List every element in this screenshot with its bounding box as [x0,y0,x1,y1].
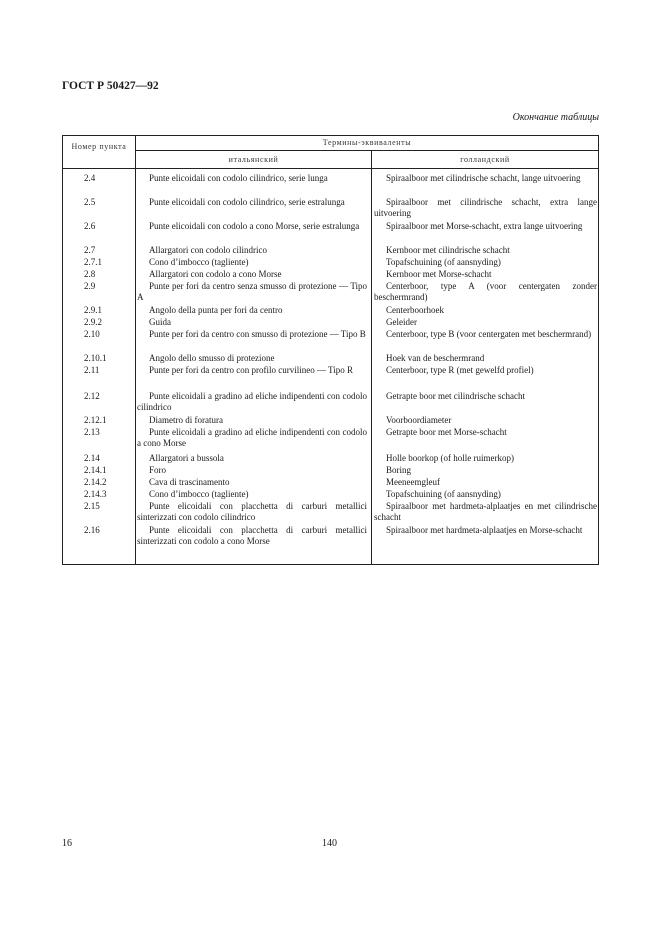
term-italian: Angolo della punta per fori da centro [149,305,283,315]
row-number: 2.16 [84,525,100,535]
term-italian: Guida [149,317,171,327]
table-right-border [598,135,599,565]
term-dutch: Geleider [386,317,417,327]
term-italian: Punte per fori da centro senza smusso di protezione — Tipo A [137,281,367,303]
term-italian: Allargatori con codolo cilindrico [149,245,268,255]
term-dutch: Centerboor, type B (voor centergaten met beschermrand) [386,329,592,339]
row-number: 2.9 [84,281,96,291]
row-number: 2.11 [84,365,100,375]
table-continuation-label: Окончание таблицы [512,112,599,123]
table-left-border [62,135,63,565]
term-dutch: Topafschuining (of aansnyding) [386,257,501,267]
term-dutch: Voorboordiameter [386,415,452,425]
header-equivalents: Термины-эквиваленты [322,138,412,147]
term-dutch: Centerboorhoek [386,305,444,315]
term-italian: Allargatori con codolo a cono Morse [149,269,282,279]
row-number: 2.12.1 [84,415,107,425]
row-number: 2.10.1 [84,353,107,363]
row-number: 2.6 [84,221,96,231]
row-number: 2.7 [84,245,96,255]
row-number: 2.12 [84,391,100,401]
row-number: 2.5 [84,197,96,207]
term-dutch: Spiraalboor met hardmeta-alplaatjes en Morse-schacht [386,525,583,535]
term-italian: Cava di trascinamento [149,477,230,487]
terms-table [62,135,599,565]
term-dutch: Boring [386,465,412,475]
page-number-left: 16 [62,838,72,849]
term-italian: Punte elicoidali con placchetta di carburi metallici sinterizzati con codolo a cono Morse [137,525,367,547]
term-dutch: Centerboor, type A (voor centergaten zonder beschermrand) [374,281,597,303]
table-top-border [62,135,599,136]
table-col-divider-language [371,150,372,565]
row-number: 2.4 [84,173,96,183]
term-italian: Punte elicoidali con placchetta di carburi metallici sinterizzati con codolo cilindrico [137,501,367,523]
term-dutch: Getrapte boor met cilindrische schacht [386,391,525,401]
term-dutch: Getrapte boor met Morse-schacht [386,427,507,437]
term-dutch: Holle boorkop (of holle ruimerkop) [386,453,514,463]
term-dutch: Centerboor, type R (met gewelfd profiel) [386,365,534,375]
term-italian: Allargatori a bussola [149,453,224,463]
term-dutch: Kernboor met Morse-schacht [386,269,492,279]
term-dutch: Spiraalboor met Morse-schacht, extra lange uitvoering [386,221,583,231]
term-italian: Punte elicoidali con codolo cilindrico, serie estralunga [149,197,345,207]
row-number: 2.14.2 [84,477,107,487]
term-dutch: Spiraalboor met cilindrische schacht, lange uitvoering [386,173,581,183]
row-number: 2.9.1 [84,305,102,315]
term-italian: Punte elicoidali con codolo a cono Morse, serie estralunga [149,221,360,231]
page-number-center: 140 [322,838,337,849]
document-header-standard: ГОСТ Р 50427—92 [62,80,159,92]
term-italian: Punte elicoidali a gradino ad eliche indipendenti con codolo cilindrico [137,391,367,413]
term-dutch: Hoek van de beschermrand [386,353,485,363]
row-number: 2.7.1 [84,257,102,267]
table-bottom-border [62,564,599,565]
table-subheader-border [135,150,599,151]
term-italian: Cono d’imbocco (tagliente) [149,489,249,499]
term-italian: Angolo dello smusso di protezione [149,353,275,363]
row-number: 2.9.2 [84,317,102,327]
row-number: 2.14 [84,453,100,463]
term-dutch: Spiraalboor met hardmeta-alplaatjes en met cilindrische schacht [374,501,597,523]
term-italian: Cono d’imbocco (tagliente) [149,257,249,267]
term-dutch: Topafschuining (of aansnyding) [386,489,501,499]
header-dutch: голландский [460,155,510,164]
row-number: 2.10 [84,329,100,339]
term-italian: Foro [149,465,167,475]
term-italian: Punte elicoidali a gradino ad eliche indipendenti con codolo a cono Morse [137,427,367,449]
row-number: 2.8 [84,269,96,279]
term-italian: Punte per fori da centro con smusso di protezione — Tipo B [149,329,366,339]
row-number: 2.14.3 [84,489,107,499]
table-col-divider-number [135,135,136,565]
header-number: Номер пункта [71,142,127,151]
term-dutch: Meeneemgleuf [386,477,440,487]
term-italian: Punte elicoidali con codolo cilindrico, serie lunga [149,173,328,183]
table-header-bottom-border [62,168,599,169]
term-dutch: Kernboor met cilindrische schacht [386,245,510,255]
header-italian: итальянский [228,155,279,164]
term-italian: Diametro di foratura [149,415,223,425]
term-dutch: Spiraalboor met cilindrische schacht, extra lange uitvoering [374,197,597,219]
row-number: 2.15 [84,501,100,511]
term-italian: Punte per fori da centro con profilo curvilineo — Tipo R [149,365,353,375]
row-number: 2.13 [84,427,100,437]
row-number: 2.14.1 [84,465,107,475]
